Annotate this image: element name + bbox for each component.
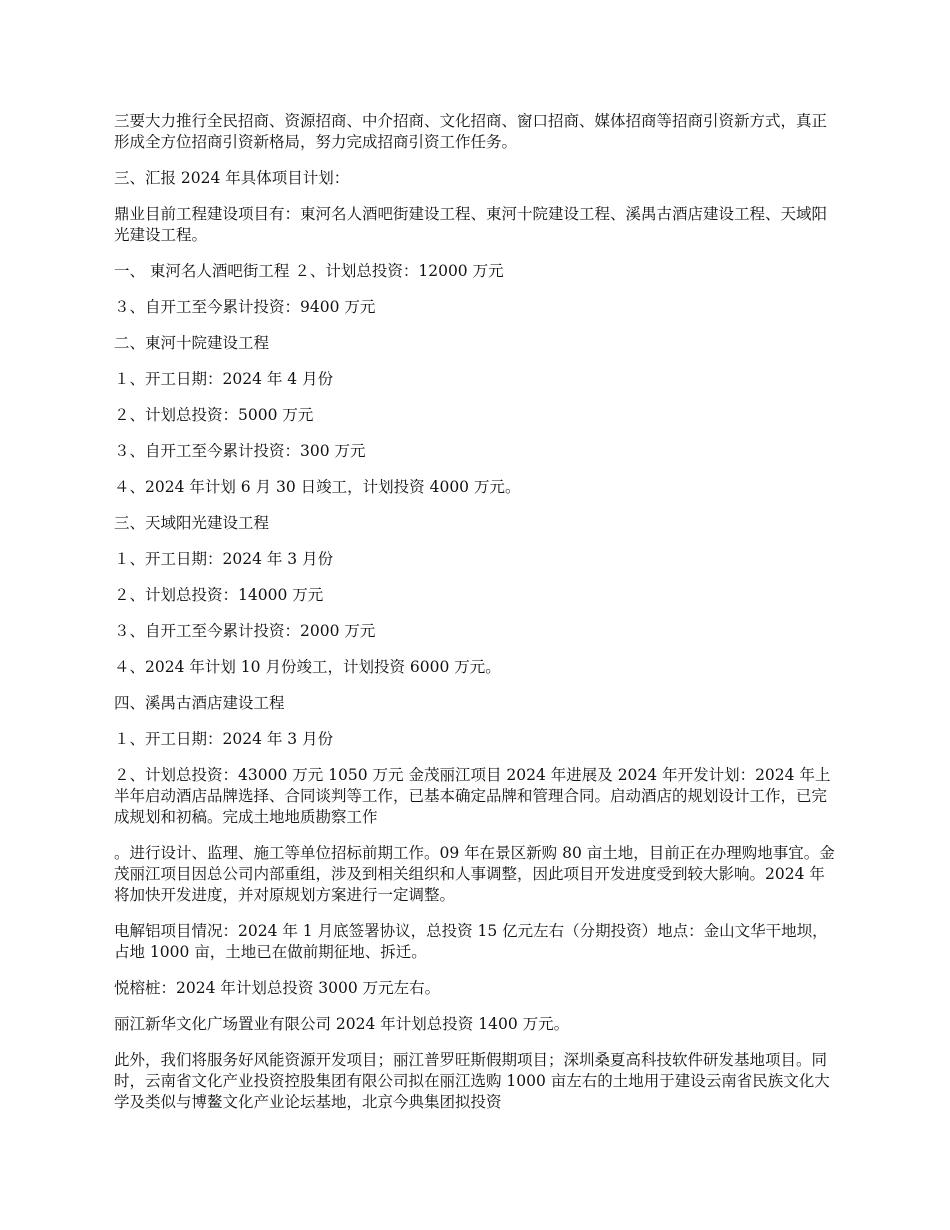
document-page [114, 111, 840, 1128]
item-project-1-accumulated: ３、自开工至今累计投资：9400 万元 [114, 298, 376, 316]
item-project-4-start-date: １、开工日期：2024 年 3 月份 [114, 730, 334, 748]
paragraph-aluminum-project: 电解铝项目情况：2024 年 1 月底签署协议，总投资 15 亿元左右（分期投资）地点：金山文华干地坝，占地 1000 亩，土地已在做前期征地、拆迁。 [114, 922, 828, 961]
item-project-3-plan: ４、2024 年计划 10 月份竣工，计划投资 6000 万元。 [114, 658, 501, 676]
item-project-2-accumulated: ３、自开工至今累计投资：300 万元 [114, 442, 366, 460]
item-project-3-heading: 三、天域阳光建设工程 [114, 514, 270, 532]
item-project-2-plan: ４、2024 年计划 6 月 30 日竣工，计划投资 4000 万元。 [114, 478, 521, 496]
item-project-4-heading: 四、溪禺古酒店建设工程 [114, 694, 285, 712]
paragraph-banyan-tree: 悦榕桩：2024 年计划总投资 3000 万元左右。 [114, 979, 441, 997]
item-project-2-heading: 二、東河十院建设工程 [114, 334, 270, 352]
item-project-2-total-investment: ２、计划总投资：5000 万元 [114, 406, 314, 424]
paragraph-other-projects: 此外，我们将服务好风能资源开发项目；丽江普罗旺斯假期项目；深圳桑夏高科技软件研发基地项目。同时，云南省文化产业投资控股集团有限公司拟在丽江选购 1000 亩左右的土地用于建设云南省民族文化大学及类似与博鳌文化产业论坛基地，北京今典集团拟投资 [114, 1051, 830, 1111]
item-project-1-heading: 一、 東河名人酒吧街工程 ２、计划总投资：12000 万元 [114, 262, 504, 280]
paragraph-xinhua-plaza: 丽江新华文化广场置业有限公司 2024 年计划总投资 1400 万元。 [114, 1015, 570, 1033]
paragraph-recruitment-methods: 三要大力推行全民招商、资源招商、中介招商、文化招商、窗口招商、媒体招商等招商引资新方式，真正形成全方位招商引资新格局，努力完成招商引资工作任务。 [114, 112, 828, 151]
section-heading-project-plan: 三、汇报 2024 年具体项目计划： [114, 169, 350, 187]
item-project-2-start-date: １、开工日期：2024 年 4 月份 [114, 370, 334, 388]
paragraph-jinmao-lijiang-plan: ２、计划总投资：43000 万元 1050 万元 金茂丽江项目 2024 年进展及 2024 年开发计划：2024 年上半年启动酒店品牌选择、合同谈判等工作，已基本确定品牌和管理合同。启动酒店的规划设计工作，已完成规划和初稿。完成土地地质勘察工作 [114, 766, 831, 826]
item-project-3-total-investment: ２、计划总投资：14000 万元 [114, 586, 324, 604]
paragraph-jinmao-lijiang-progress: 。进行设计、监理、施工等单位招标前期工作。09 年在景区新购 80 亩土地，目前正在办理购地事宜。金茂丽江项目因总公司内部重组，涉及到相关组织和人事调整，因此项目开发进度受到较大影响。2024 年将加快开发进度，并对原规划方案进行一定调整。 [114, 844, 835, 904]
item-project-3-accumulated: ３、自开工至今累计投资：2000 万元 [114, 622, 376, 640]
item-project-3-start-date: １、开工日期：2024 年 3 月份 [114, 550, 334, 568]
paragraph-project-list: 鼎业目前工程建设项目有：東河名人酒吧街建设工程、東河十院建设工程、溪禺古酒店建设工程、天域阳光建设工程。 [114, 205, 828, 244]
